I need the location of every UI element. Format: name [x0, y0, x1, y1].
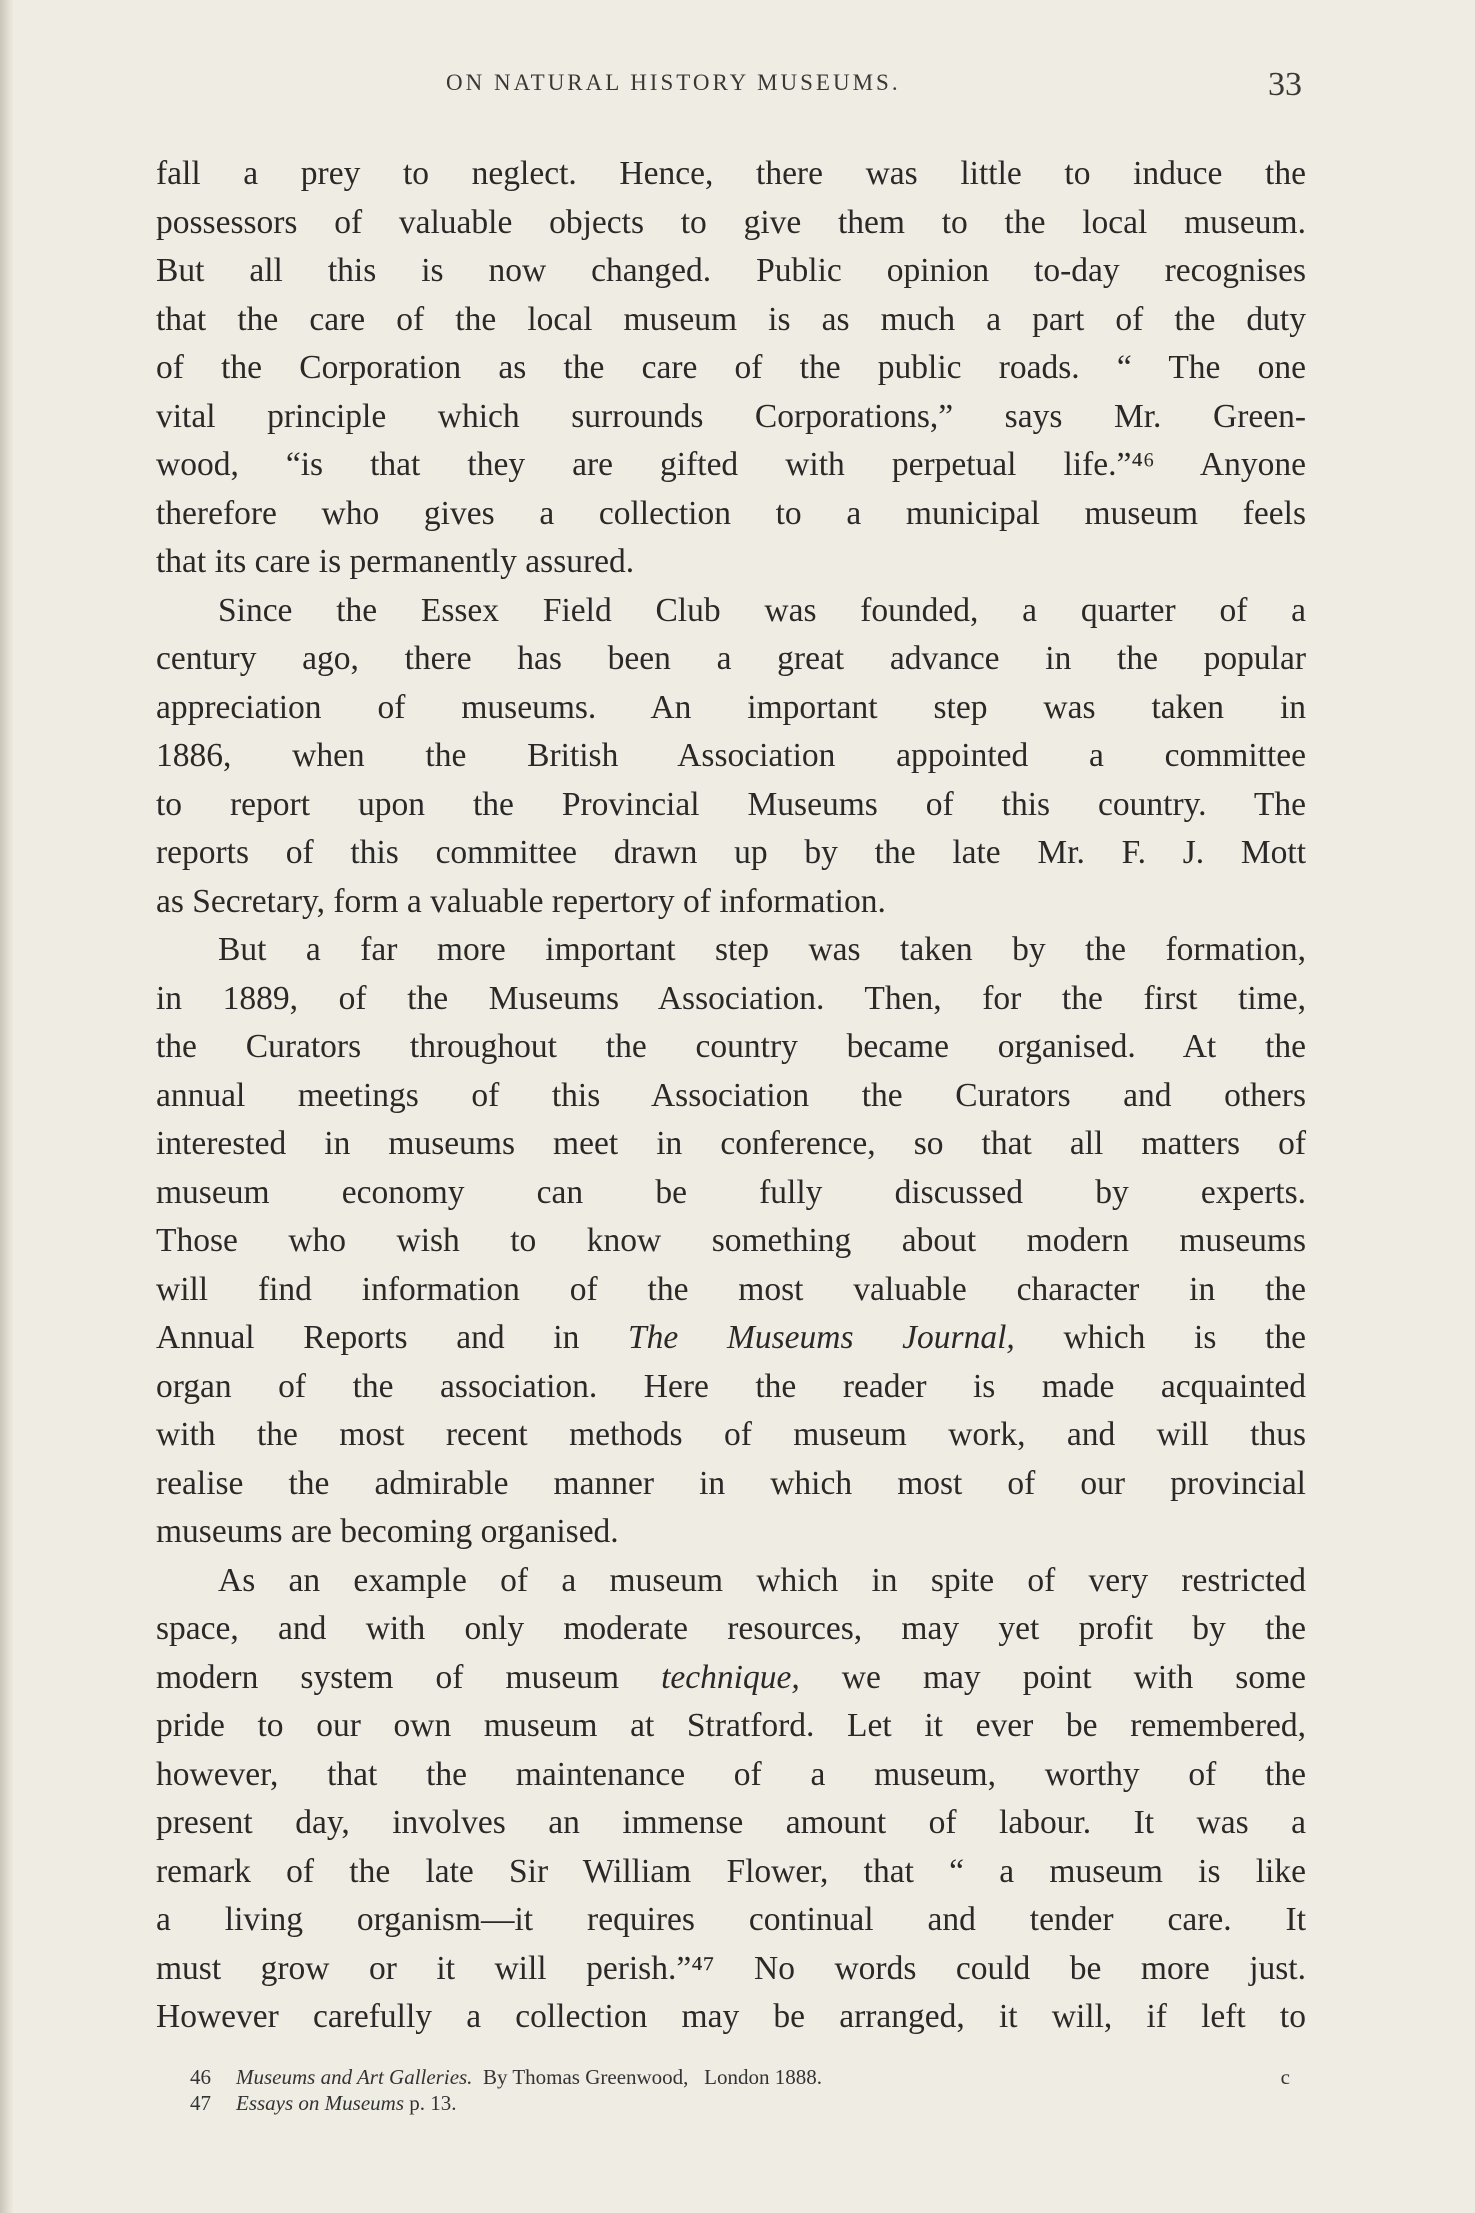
running-title: ON NATURAL HISTORY MUSEUMS. [446, 70, 901, 95]
text-fragment: Annual Reports and in [156, 1319, 629, 1356]
text-line: of the Corporation as the care of the public roads. “ The one [156, 349, 1306, 386]
paragraph-start-line: But a far more important step was taken by the formation, [218, 931, 1306, 968]
text-line: appreciation of museums. An important step was taken in [156, 688, 1306, 726]
text-line: fall a prey to neglect. Hence, there was little to induce the [156, 155, 1306, 192]
paragraph-start-line: As an example of a museum which in spite of very restricted [218, 1561, 1306, 1599]
text-line: organ of the association. Here the reader is made acquainted [156, 1367, 1306, 1405]
footnote-number: 47 [190, 2091, 211, 2115]
text-line: realise the admirable manner in which most of our provincial [156, 1464, 1306, 1502]
text-line: that its care is permanently assured. [156, 543, 635, 580]
body-text [156, 150, 1306, 2042]
text-line: possessors of valuable objects to give them to the local museum. [156, 203, 1306, 241]
footnote-title: Museums and Art Galleries. [236, 2065, 473, 2089]
text-line: in 1889, of the Museums Association. Then, for the first time, [156, 979, 1306, 1017]
text-line: Those who wish to know something about modern museums [156, 1222, 1306, 1259]
text-line: however, that the maintenance of a museum, worthy of the [156, 1755, 1306, 1793]
text-line: 1886, when the British Association appointed a committee [156, 737, 1306, 774]
footnote-text: p. 13. [404, 2091, 457, 2115]
text-line: as Secretary, form a valuable repertory of information. [156, 882, 886, 920]
text-fragment: we may point with some [799, 1658, 1306, 1696]
text-line: that the care of the local museum is as much a part of the duty [156, 300, 1306, 338]
text-line: to report upon the Provincial Museums of this country. The [156, 785, 1306, 823]
text-line: the Curators throughout the country became organised. At the [156, 1028, 1306, 1065]
signature-mark: c [1280, 2065, 1290, 2089]
italic-term: technique, [661, 1658, 800, 1696]
footnote-number: 46 [190, 2065, 211, 2089]
text-line: remark of the late Sir William Flower, that “ a museum is like [156, 1852, 1306, 1890]
text-line: But all this is now changed. Public opinion to-day recognises [156, 252, 1306, 289]
text-fragment: modern system of museum [156, 1658, 662, 1696]
text-line [156, 1654, 1306, 1703]
text-line: present day, involves an immense amount of labour. It was a [156, 1804, 1306, 1841]
footnotes [190, 2064, 1290, 2116]
text-line: space, and with only moderate resources, may yet profit by the [156, 1610, 1306, 1647]
text-line [156, 1314, 1306, 1363]
text-line: will find information of the most valuable character in the [156, 1270, 1306, 1308]
text-line: pride to our own museum at Stratford. Let it ever be remembered, [156, 1707, 1306, 1744]
page-number: 33 [1268, 66, 1302, 103]
text-fragment: which is the [1014, 1319, 1306, 1356]
text-line: therefore who gives a collection to a municipal museum feels [156, 494, 1306, 532]
paragraph-start-line: Since the Essex Field Club was founded, a quarter of a [218, 591, 1306, 629]
text-line: annual meetings of this Association the Curators and others [156, 1076, 1306, 1114]
text-line: wood, “is that they are gifted with perpetual life.”⁴⁶ Anyone [156, 446, 1306, 483]
text-line: reports of this committee drawn up by the late Mr. F. J. Mott [156, 834, 1306, 871]
text-line: with the most recent methods of museum work, and will thus [156, 1416, 1306, 1453]
running-head [0, 66, 1475, 110]
footnote-text: By Thomas Greenwood, London 1888. [472, 2065, 823, 2089]
footnote [190, 2090, 1290, 2116]
text-line: museum economy can be fully discussed by experts. [156, 1173, 1306, 1211]
text-line: interested in museums meet in conference, so that all matters of [156, 1125, 1306, 1162]
text-line: However carefully a collection may be arranged, it will, if left to [156, 1998, 1306, 2035]
footnote [190, 2064, 1290, 2090]
footnote-title: Essays on Museums [236, 2091, 404, 2115]
text-line: century ago, there has been a great advance in the popular [156, 640, 1306, 677]
text-line: must grow or it will perish.”⁴⁷ No words could be more just. [156, 1949, 1306, 1987]
page-gutter-shadow [0, 0, 14, 2213]
journal-title: The Museums Journal, [628, 1319, 1015, 1356]
text-line: a living organism—it requires continual and tender care. It [156, 1901, 1306, 1938]
text-line: museums are becoming organised. [156, 1513, 619, 1550]
text-line: vital principle which surrounds Corporations,” says Mr. Green- [156, 397, 1306, 435]
